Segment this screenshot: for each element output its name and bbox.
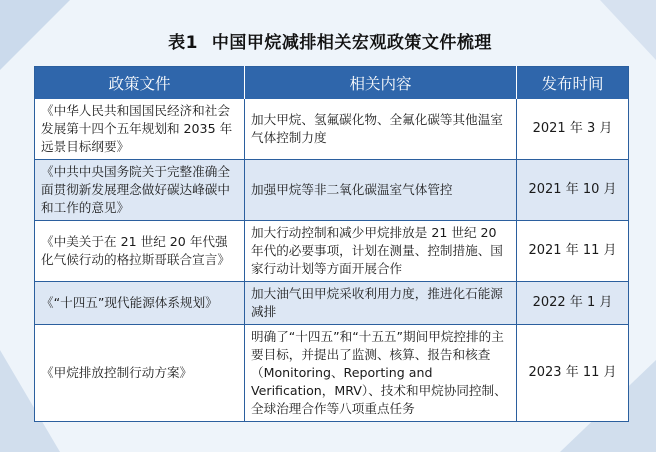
- column-header-content: 相关内容: [245, 67, 517, 100]
- table-caption: [16, 28, 644, 53]
- table-row: [35, 160, 629, 221]
- table-panel: [16, 12, 644, 442]
- cell-content: 加大甲烷、氢氟碳化物、全氟化碳等其他温室气体控制力度: [245, 99, 517, 160]
- cell-date: 2022 年 1 月: [517, 282, 629, 325]
- table-row: [35, 99, 629, 160]
- table-row: [35, 282, 629, 325]
- table-title: 中国甲烷减排相关宏观政策文件梳理: [211, 33, 492, 53]
- cell-date: 2021 年 3 月: [517, 99, 629, 160]
- table-header-row: [35, 67, 629, 100]
- cell-date: 2023 年 11 月: [517, 325, 629, 422]
- column-header-document: 政策文件: [35, 67, 245, 100]
- cell-document: 《中华人民共和国国民经济和社会发展第十四个五年规划和 2035 年远景目标纲要》: [35, 99, 245, 160]
- cell-document: 《中美关于在 21 世纪 20 年代强化气候行动的格拉斯哥联合宣言》: [35, 221, 245, 282]
- cell-document: 《“十四五”现代能源体系规划》: [35, 282, 245, 325]
- cell-document: 《中共中央国务院关于完整准确全面贯彻新发展理念做好碳达峰碳中和工作的意见》: [35, 160, 245, 221]
- cell-date: 2021 年 10 月: [517, 160, 629, 221]
- cell-date: 2021 年 11 月: [517, 221, 629, 282]
- cell-content: 明确了“十四五”和“十五五”期间甲烷控排的主要目标，并提出了监测、核算、报告和核查（Monitoring、Reporting and Verification，MRV）、技术和甲烷协同控制、全球治理合作等八项重点任务: [245, 325, 517, 422]
- policy-table: [34, 66, 629, 422]
- cell-content: 加强甲烷等非二氧化碳温室气体管控: [245, 160, 517, 221]
- table-number: 表1: [168, 33, 198, 53]
- column-header-date: 发布时间: [517, 67, 629, 100]
- cell-content: 加大行动控制和减少甲烷排放是 21 世纪 20 年代的必要事项，计划在测量、控制措施、国家行动计划等方面开展合作: [245, 221, 517, 282]
- cell-content: 加大油气田甲烷采收利用力度，推进化石能源减排: [245, 282, 517, 325]
- table-row: [35, 221, 629, 282]
- table-row: [35, 325, 629, 422]
- cell-document: 《甲烷排放控制行动方案》: [35, 325, 245, 422]
